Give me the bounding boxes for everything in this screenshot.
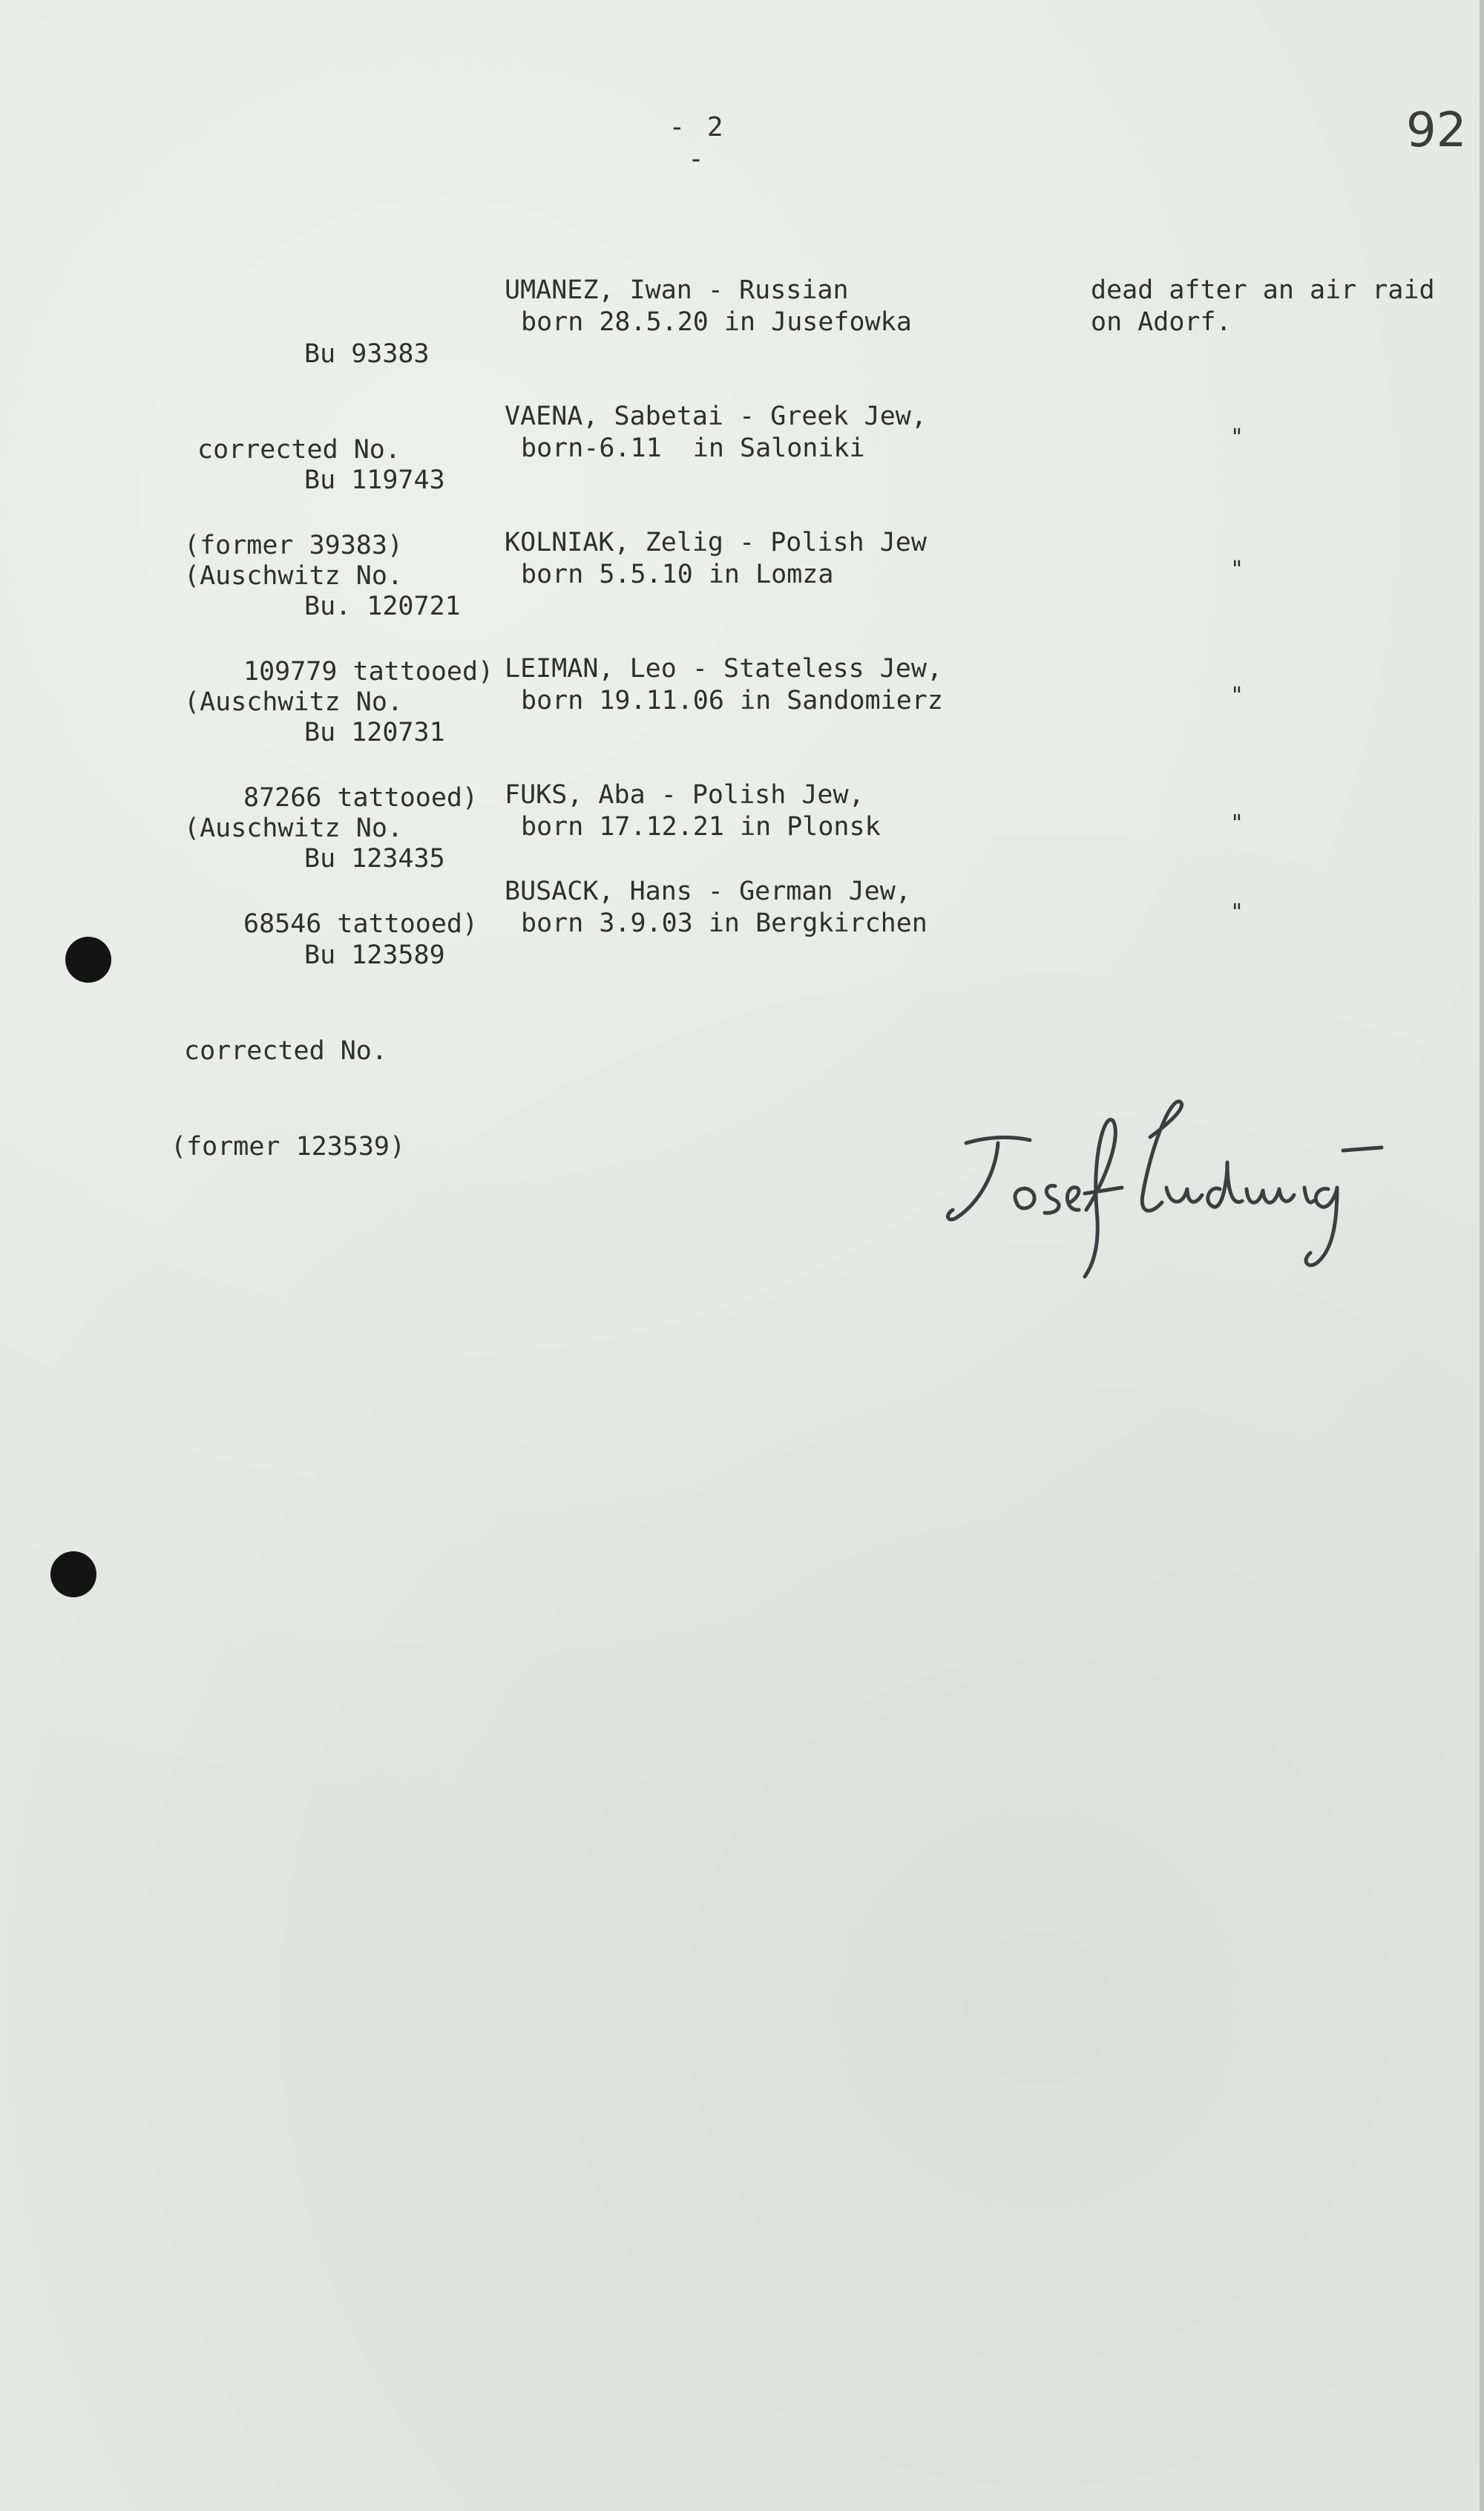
prisoner-number: Bu 93383 [304,339,430,369]
punch-hole [50,1551,96,1597]
person-name: FUKS, Aba - Polish Jew, [505,780,864,810]
ditto-mark: " [1230,811,1244,837]
person-block [505,527,1024,591]
remark-text: dead after an air raid [1091,275,1435,305]
number-note: (former 123539) [171,1132,406,1162]
person-name: VAENA, Sabetai - Greek Jew, [505,402,927,431]
number-note: 109779 tattooed) [243,657,494,687]
person-birth: born 19.11.06 in Sandomierz [521,686,943,716]
ditto-mark: " [1230,683,1244,709]
number-note: 68546 tattooed) [243,909,479,939]
person-birth: born 3.9.03 in Bergkirchen [521,909,928,938]
page-number: - 2 - [669,112,726,174]
person-name: UMANEZ, Iwan - Russian [505,275,849,305]
person-birth: born 28.5.20 in Jusefowka [521,307,912,337]
punch-hole [65,937,111,983]
number-note: corrected No. [197,435,401,465]
person-block [505,653,1024,717]
person-name: KOLNIAK, Zelig - Polish Jew [505,528,927,557]
handwritten-signature [928,1091,1402,1284]
ditto-mark: " [1230,900,1244,926]
number-note: (former 39383) [184,531,404,560]
page-edge [1480,0,1484,2511]
person-name: BUSACK, Hans - German Jew, [505,877,911,906]
prisoner-number: Bu 120731 [304,718,445,747]
ditto-mark: " [1230,425,1244,451]
prisoner-number: Bu 123589 [304,940,445,970]
person-block [505,876,1024,940]
number-note: (Auschwitz No. [184,813,404,843]
person-birth: born 5.5.10 in Lomza [521,560,834,589]
prisoner-number: Bu 119743 [304,465,445,495]
person-block [505,275,1024,338]
number-note: 87266 tattooed) [243,783,479,813]
number-note: (Auschwitz No. [184,687,404,717]
number-note: (Auschwitz No. [184,561,404,591]
prisoner-number: Bu. 120721 [304,592,461,621]
person-name: LEIMAN, Leo - Stateless Jew, [505,654,943,684]
person-block [505,779,1024,843]
folio-number: 92 [1406,103,1467,158]
remark-text: on Adorf. [1091,307,1232,337]
prisoner-number: Bu 123435 [304,844,445,874]
person-birth: born-6.11 in Saloniki [521,433,865,463]
prisoner-number-block [171,876,497,1227]
person-birth: born 17.12.21 in Plonsk [521,812,881,842]
person-block [505,401,1024,465]
ditto-mark: " [1230,557,1244,583]
number-note: corrected No. [184,1036,387,1066]
remark-block [1091,275,1462,338]
